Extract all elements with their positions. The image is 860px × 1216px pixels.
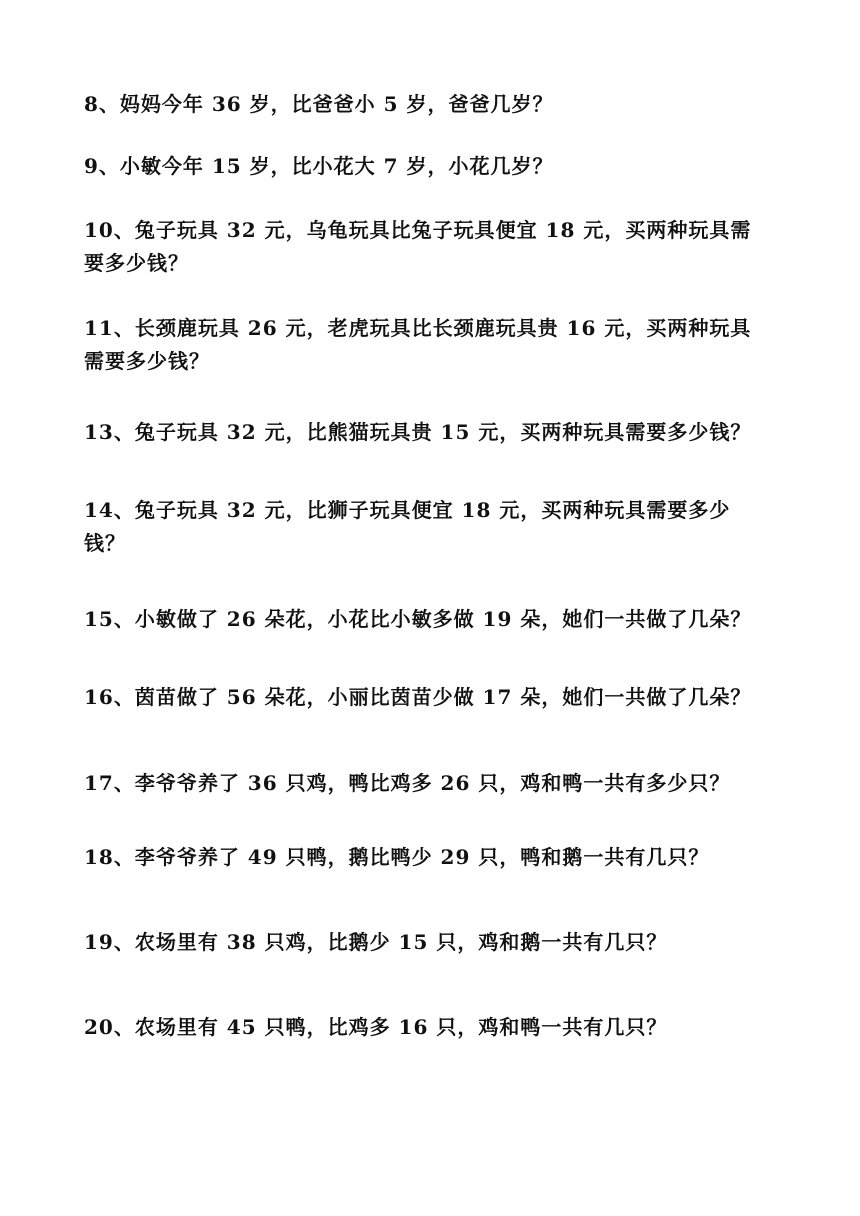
question-13: 13、兔子玩具 32 元，比熊猫玩具贵 15 元，买两种玩具需要多少钱？ — [84, 420, 752, 444]
question-10: 10、兔子玩具 32 元，乌龟玩具比兔子玩具便宜 18 元，买两种玩具需要多少钱？ — [84, 218, 752, 275]
question-19: 19、农场里有 38 只鸡，比鹅少 15 只，鸡和鹅一共有几只？ — [84, 930, 668, 954]
question-11: 11、长颈鹿玩具 26 元，老虎玩具比长颈鹿玩具贵 16 元，买两种玩具需要多少钱？ — [84, 316, 752, 373]
question-9: 9、小敏今年 15 岁，比小花大 7 岁，小花几岁？ — [84, 154, 554, 178]
question-8: 8、妈妈今年 36 岁，比爸爸小 5 岁，爸爸几岁？ — [84, 92, 554, 116]
question-20: 20、农场里有 45 只鸭，比鸡多 16 只，鸡和鸭一共有几只？ — [84, 1015, 668, 1039]
question-18: 18、李爷爷养了 49 只鸭，鹅比鸭少 29 只，鸭和鹅一共有几只？ — [84, 845, 710, 869]
question-17: 17、李爷爷养了 36 只鸡，鸭比鸡多 26 只，鸡和鸭一共有多少只？ — [84, 771, 731, 795]
question-14: 14、兔子玩具 32 元，比狮子玩具便宜 18 元，买两种玩具需要多少钱？ — [84, 498, 731, 555]
question-15: 15、小敏做了 26 朵花，小花比小敏多做 19 朵，她们一共做了几朵？ — [84, 607, 752, 631]
question-16: 16、茵苗做了 56 朵花，小丽比茵苗少做 17 朵，她们一共做了几朵？ — [84, 685, 752, 709]
